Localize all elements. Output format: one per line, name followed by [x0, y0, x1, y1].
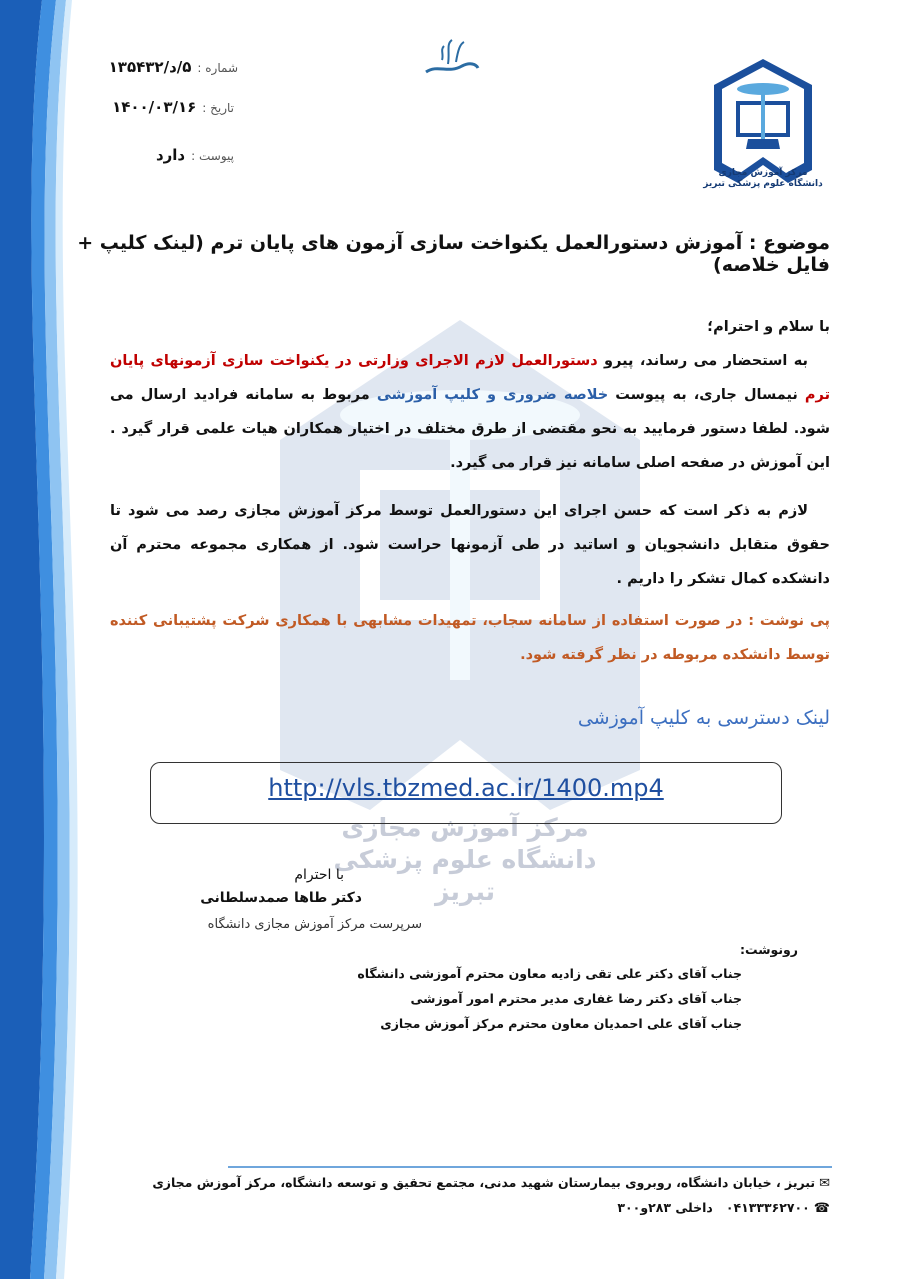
cc-line-2: جناب آقای دکتر رضا غفاری مدیر محترم امور آموزشی	[410, 991, 742, 1006]
date-label: تاریخ :	[202, 101, 234, 115]
cc-line-3: جناب آقای علی احمدیان معاون محترم مرکز آموزش مجازی	[380, 1016, 742, 1031]
footer-phone-number: ۰۴۱۳۳۳۶۲۷۰۰	[725, 1200, 810, 1215]
letter-attachment	[156, 146, 234, 164]
clip-link[interactable]: http://vls.tbzmed.ac.ir/1400.mp4	[268, 774, 664, 802]
decorative-wave-border	[0, 0, 120, 1279]
logo-caption	[700, 168, 826, 190]
watermark-line2: دانشگاه علوم پزشکی تبریز	[333, 845, 597, 906]
phone-icon: ☎	[813, 1201, 830, 1216]
attachment-label: پیوست :	[191, 149, 234, 163]
signature-name: دکتر طاها صمدسلطانی	[200, 890, 362, 906]
attachment-value: دارد	[155, 146, 186, 164]
envelope-icon: ✉	[819, 1176, 830, 1191]
watermark-line1: مرکز آموزش مجازی	[341, 813, 589, 842]
cc-line-1: جناب آقای دکتر علی تقی زادیه معاون محترم آموزشی دانشگاه	[357, 966, 742, 981]
signature-regards: با احترام	[294, 867, 344, 883]
greeting: با سلام و احترام؛	[707, 319, 830, 335]
footer-address	[152, 1175, 830, 1191]
signature-title: سرپرست مرکز آموزش مجازی دانشگاه	[207, 917, 422, 932]
footer-phone	[617, 1200, 830, 1216]
logo-caption-line1: مرکز آموزش مجازی	[718, 168, 808, 178]
footer-extension: داخلی ۲۸۳و۳۰۰	[617, 1200, 713, 1215]
paragraph-1-part5: مربوط به سامانه فرادید ارسال می شود. لطفا دستور فرمایید به نحو مقتضی از طرق مختلف در اختیار همکاران هیات علمی قرار گیرد . این آموزش در صفحه اصلی سامانه نیز قرار می گیرد.	[110, 387, 830, 471]
link-heading: لینک دسترسی به کلیپ آموزشی	[577, 707, 830, 729]
number-value: ۵/د/۱۳۵۴۳۲	[108, 58, 192, 76]
date-value: ۱۴۰۰/۰۳/۱۶	[112, 98, 197, 116]
number-label: شماره :	[197, 61, 238, 75]
paragraph-1-blue-phrase: خلاصه ضروری و کلیپ آموزشی	[376, 387, 609, 403]
paragraph-1-part1: به استحضار می رساند، پیرو	[597, 353, 808, 369]
letter-number	[109, 58, 238, 76]
letter-subject: موضوع : آموزش دستورالعمل یکنواخت سازی آزمون های پایان ترم (لینک کلیپ + فایل خلاصه)	[77, 232, 830, 276]
paragraph-1	[110, 344, 830, 480]
logo-caption-line2: دانشگاه علوم پزشکی تبریز	[703, 179, 823, 189]
letter-date	[112, 98, 234, 116]
paragraph-1-red-phrase: دستورالعمل لازم الاجرای وزارتی در یکنواخت سازی آزمونهای پایان ترم	[110, 353, 831, 403]
cc-title: رونوشت:	[739, 942, 798, 957]
footer-address-text: تبریز ، خیابان دانشگاه، روبروی بیمارستان شهید مدنی، مجتمع تحقیق و توسعه دانشگاه، مرکز آموزش مجازی	[152, 1175, 816, 1190]
paragraph-2: لازم به ذکر است که حسن اجرای این دستورالعمل توسط مرکز آموزش مجازی رصد می شود تا حقوق متقابل دانشجویان و اساتید در طی آزمونها حراست شود. از همکاری مجموعه محترم آن دانشکده کمال تشکر را داریم .	[110, 503, 830, 587]
handwritten-mark-icon	[420, 34, 480, 80]
postscript: پی نوشت : در صورت استفاده از سامانه سجاب، تمهیدات مشابهی با همکاری شرکت پشتیبانی کننده توسط دانشکده مربوطه در نظر گرفته شود.	[110, 613, 830, 663]
link-box	[150, 762, 782, 824]
paragraph-1-part3: نیمسال جاری، به پیوست	[608, 387, 805, 403]
footer-divider	[228, 1166, 832, 1168]
